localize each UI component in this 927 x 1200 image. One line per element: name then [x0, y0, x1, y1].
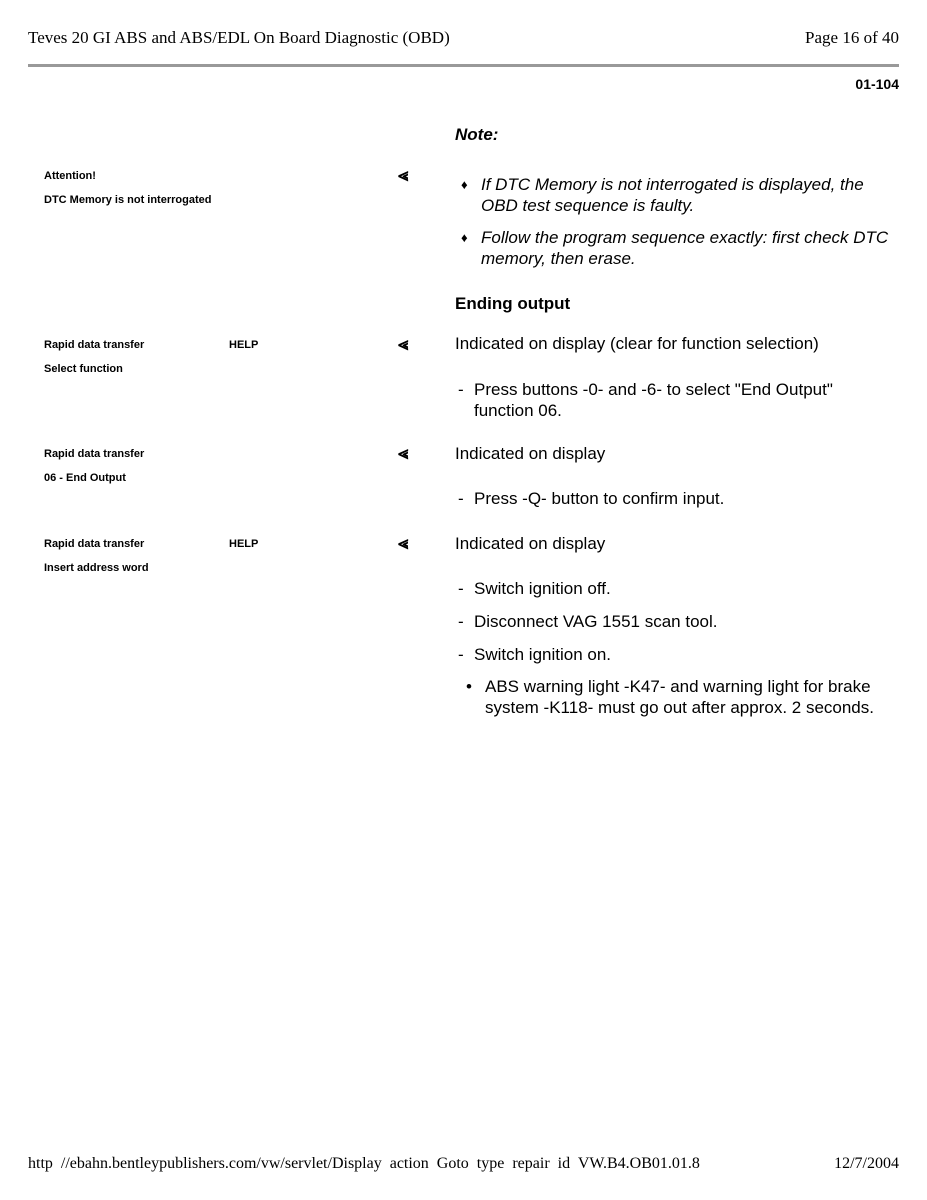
step-action: Switch ignition on.: [474, 645, 612, 664]
note-heading: Note:: [455, 125, 499, 144]
footer-url: http //ebahn.bentleypublishers.com/vw/servlet/Display action Goto type repair id VW.B4.OB01.01.8: [28, 1155, 700, 1172]
left-pointer-icon: ⪡: [398, 165, 409, 185]
display-line-1: Attention!: [44, 170, 96, 182]
dash-icon: -: [458, 380, 464, 399]
diamond-bullet-icon: ♦: [461, 230, 468, 245]
dash-icon: -: [458, 489, 464, 508]
note-item: If DTC Memory is not interrogated is displayed, the OBD test sequence is faulty.: [481, 175, 864, 215]
display-help: HELP: [229, 339, 259, 351]
display-line-1: Rapid data transfer: [44, 339, 145, 351]
left-pointer-icon: ⪡: [398, 334, 409, 354]
step-action: Disconnect VAG 1551 scan tool.: [474, 612, 718, 631]
left-pointer-icon: ⪡: [398, 533, 409, 553]
left-pointer-icon: ⪡: [398, 443, 409, 463]
indicated-text: Indicated on display: [455, 444, 606, 463]
indicated-text: Indicated on display: [455, 534, 606, 553]
step-action: Press buttons -0- and -6- to select "End Output" function 06.: [474, 380, 833, 420]
bullet-icon: •: [466, 677, 472, 696]
dash-icon: -: [458, 645, 464, 664]
dash-icon: -: [458, 612, 464, 631]
display-line-1: Rapid data transfer: [44, 538, 145, 550]
display-line-2: Select function: [44, 363, 123, 375]
bullet-text: ABS warning light -K47- and warning light for brake system -K118- must go out after approx. 2 seconds.: [485, 677, 874, 717]
display-line-2: 06 - End Output: [44, 472, 126, 484]
footer-date: 12/7/2004: [834, 1155, 899, 1172]
display-line-2: DTC Memory is not interrogated: [44, 194, 212, 206]
display-line-2: Insert address word: [44, 562, 149, 574]
step-action: Press -Q- button to confirm input.: [474, 489, 725, 508]
indicated-text: Indicated on display (clear for function selection): [455, 334, 819, 353]
display-help: HELP: [229, 538, 259, 550]
header-divider: [28, 64, 899, 67]
diamond-bullet-icon: ♦: [461, 177, 468, 192]
document-code: 01-104: [855, 76, 899, 92]
step-action: Switch ignition off.: [474, 579, 611, 598]
display-line-1: Rapid data transfer: [44, 448, 145, 460]
dash-icon: -: [458, 579, 464, 598]
page-number: Page 16 of 40: [805, 28, 899, 47]
note-item: Follow the program sequence exactly: first check DTC memory, then erase.: [481, 228, 889, 268]
section-heading: Ending output: [455, 294, 571, 313]
document-title: Teves 20 GI ABS and ABS/EDL On Board Diagnostic (OBD): [28, 28, 450, 47]
